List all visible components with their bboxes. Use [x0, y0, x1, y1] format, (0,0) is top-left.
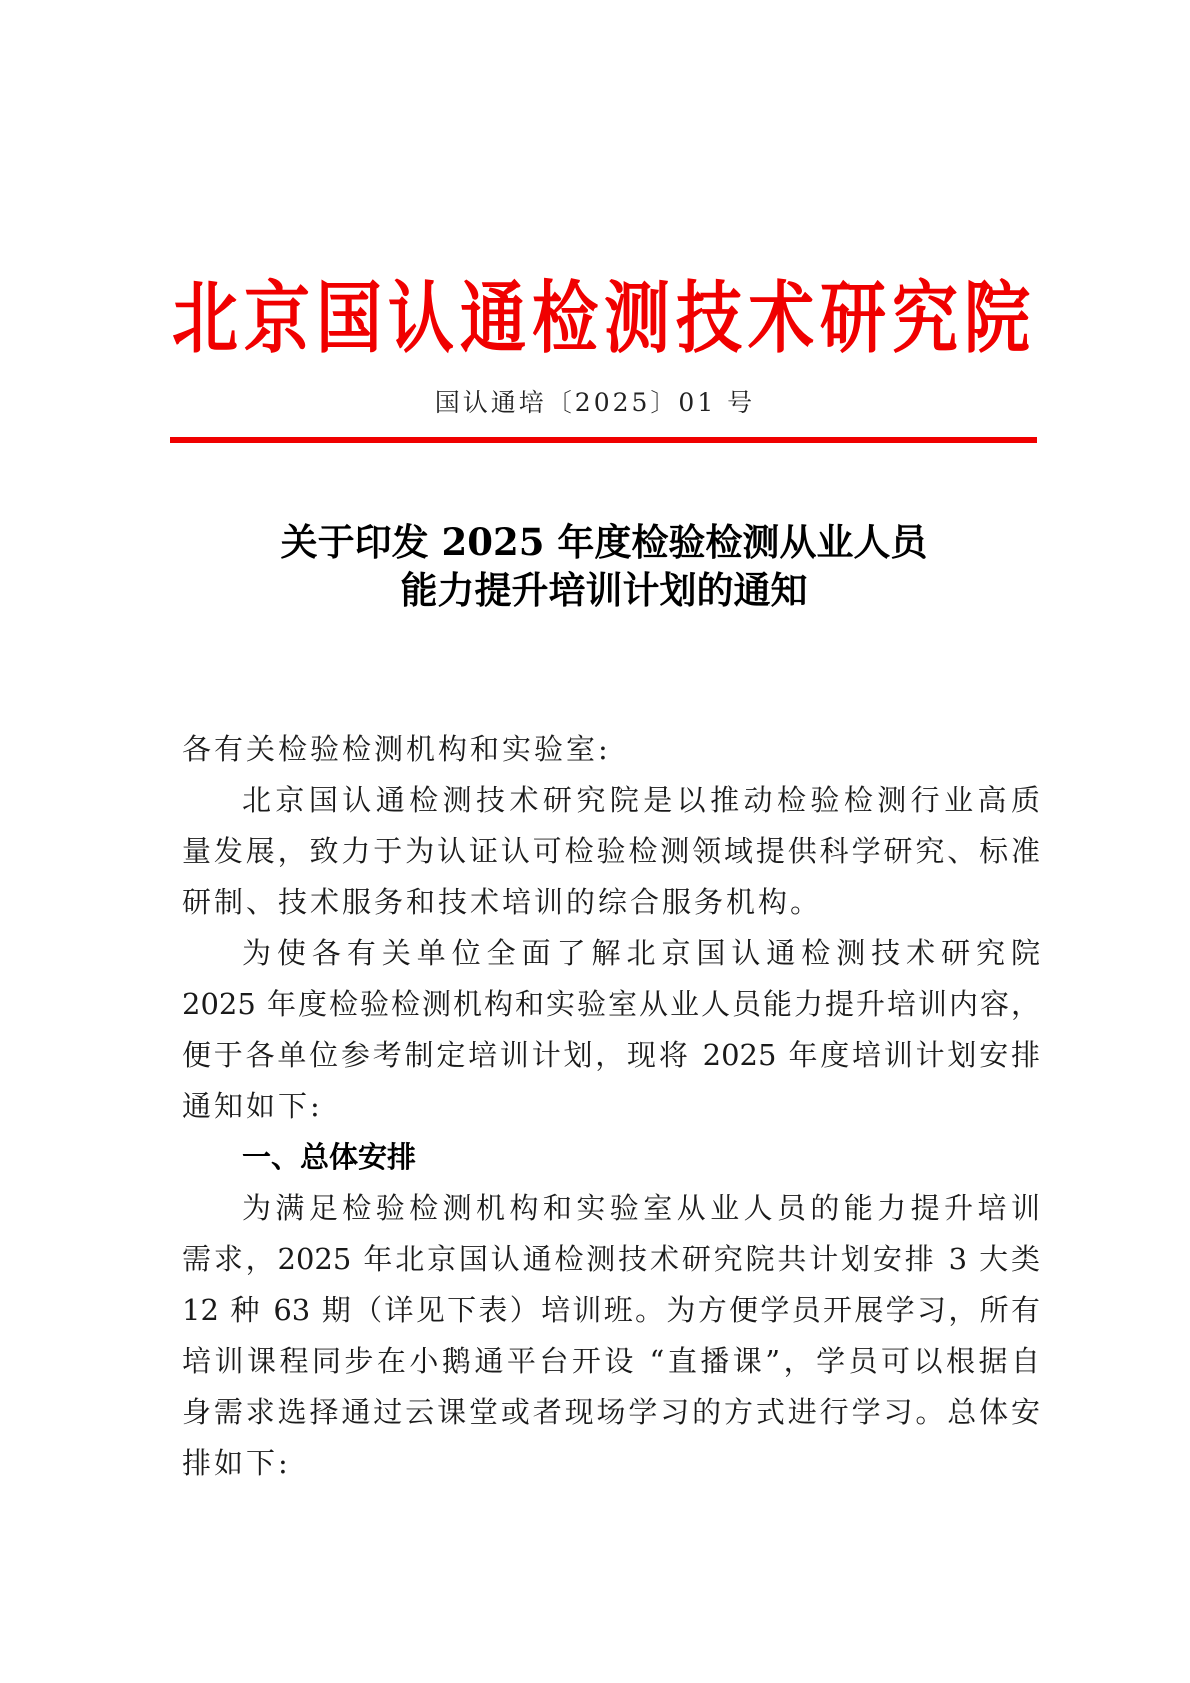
paragraph-2-line: 通知如下:	[182, 1089, 323, 1123]
masthead	[170, 268, 1038, 368]
paragraph-3-line: 需求，2025 年北京国认通检测技术研究院共计划安排 3 大类	[182, 1242, 1040, 1276]
document-body	[182, 724, 1040, 1489]
title-line-2: 能力提升培训计划的通知	[400, 568, 808, 612]
paragraph-2-line: 便于各单位参考制定培训计划，现将 2025 年度培训计划安排	[182, 1038, 1040, 1072]
paragraph-3-line: 排如下:	[182, 1446, 291, 1480]
document-number: 国认通培〔2025〕01 号	[434, 388, 756, 417]
paragraph-1-line: 研制、技术服务和技术培训的综合服务机构。	[182, 885, 823, 919]
document-title	[170, 518, 1038, 614]
paragraph-1-line: 北京国认通检测技术研究院是以推动检验检测行业高质	[242, 783, 1040, 817]
paragraph-2-line: 为使各有关单位全面了解北京国认通检测技术研究院	[242, 936, 1040, 970]
organization-name: 北京国认通检测技术研究院	[172, 271, 1036, 365]
paragraph-3-line: 身需求选择通过云课堂或者现场学习的方式进行学习。总体安	[182, 1395, 1040, 1429]
paragraph-3-line: 为满足检验检测机构和实验室从业人员的能力提升培训	[242, 1191, 1040, 1225]
paragraph-3-line: 12 种 63 期（详见下表）培训班。为方便学员开展学习，所有	[182, 1293, 1040, 1327]
paragraph-2-line: 2025 年度检验检测机构和实验室从业人员能力提升培训内容，	[182, 987, 1040, 1021]
section-heading: 一、总体安排	[242, 1140, 417, 1174]
red-divider-line	[170, 437, 1037, 443]
paragraph-3-line: 培训课程同步在小鹅通平台开设 “直播课”，学员可以根据自	[182, 1344, 1040, 1378]
paragraph-1-line: 量发展，致力于为认证认可检验检测领域提供科学研究、标准	[182, 834, 1040, 868]
salutation: 各有关检验检测机构和实验室:	[182, 732, 611, 766]
title-line-1: 关于印发 2025 年度检验检测从业人员	[280, 520, 928, 564]
